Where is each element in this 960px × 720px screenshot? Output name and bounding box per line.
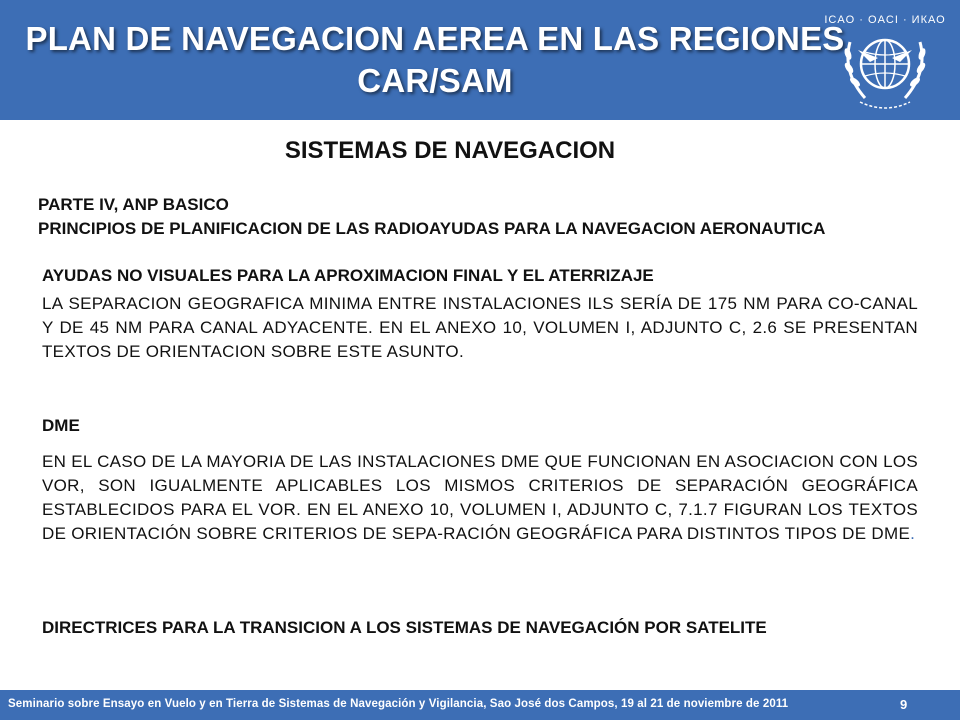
section-paragraph — [42, 450, 918, 546]
section-ils — [42, 264, 918, 364]
footer-bar — [0, 690, 960, 720]
section-heading: AYUDAS NO VISUALES PARA LA APROXIMACION FINAL Y EL ATERRIZAJE — [42, 266, 654, 285]
icao-logo — [820, 2, 950, 117]
title-line-2: CAR/SAM — [357, 62, 513, 99]
section-heading: DME — [42, 416, 80, 435]
section-paragraph: LA SEPARACION GEOGRAFICA MINIMA ENTRE INSTALACIONES ILS SERÍA DE 175 NM PARA CO-CANAL Y DE 45 NM PARA CANAL ADYACENTE. EN EL ANEXO 10, VOLUMEN I, ADJUNTO C, 2.6 SE PRESENTAN TEXTOS DE ORIENTACION SOBRE ESTE ASUNTO. — [42, 294, 918, 361]
part-line-1: PARTE IV, ANP BASICO — [38, 195, 229, 214]
footer-text: Seminario sobre Ensayo en Vuelo y en Tierra de Sistemas de Navegación y Vigilancia, Sao José dos Campos, 19 al 21 de noviembre de 2011 — [8, 698, 789, 710]
section-title: SISTEMAS DE NAVEGACION — [284, 137, 616, 164]
paragraph-text: EN EL CASO DE LA MAYORIA DE LAS INSTALACIONES DME QUE FUNCIONAN EN ASOCIACION CON LOS VOR, SON IGUALMENTE APLICABLES LOS MISMOS CRITERIOS DE SEPARACIÓN GEOGRÁFICA ESTABLECIDOS PARA EL VOR. EN EL ANEXO 10, VOLUMEN I, ADJUNTO C, 7.1.7 FIGURAN LOS TEXTOS DE ORIENTACIÓN SOBRE CRITERIOS DE SEPA-RACIÓN GEOGRÁFICA PARA DISTINTOS TIPOS DE DME — [42, 452, 918, 543]
header-banner — [0, 0, 960, 120]
part-line-2: PRINCIPIOS DE PLANIFICACION DE LAS RADIOAYUDAS PARA LA NAVEGACION AERONAUTICA — [38, 219, 826, 238]
section-heading: DIRECTRICES PARA LA TRANSICION A LOS SISTEMAS DE NAVEGACIÓN POR SATELITE — [42, 618, 767, 637]
paragraph-trailing-dot: . — [910, 524, 916, 543]
page-number: 9 — [900, 697, 908, 712]
logo-text: ICAO · OACI · ИКАО — [824, 14, 946, 26]
title-line-1: PLAN DE NAVEGACION AEREA EN LAS REGIONES — [25, 20, 845, 57]
section-dme — [42, 414, 918, 546]
part-heading — [38, 193, 938, 241]
section-gnss — [42, 616, 918, 640]
page-title — [20, 18, 850, 102]
